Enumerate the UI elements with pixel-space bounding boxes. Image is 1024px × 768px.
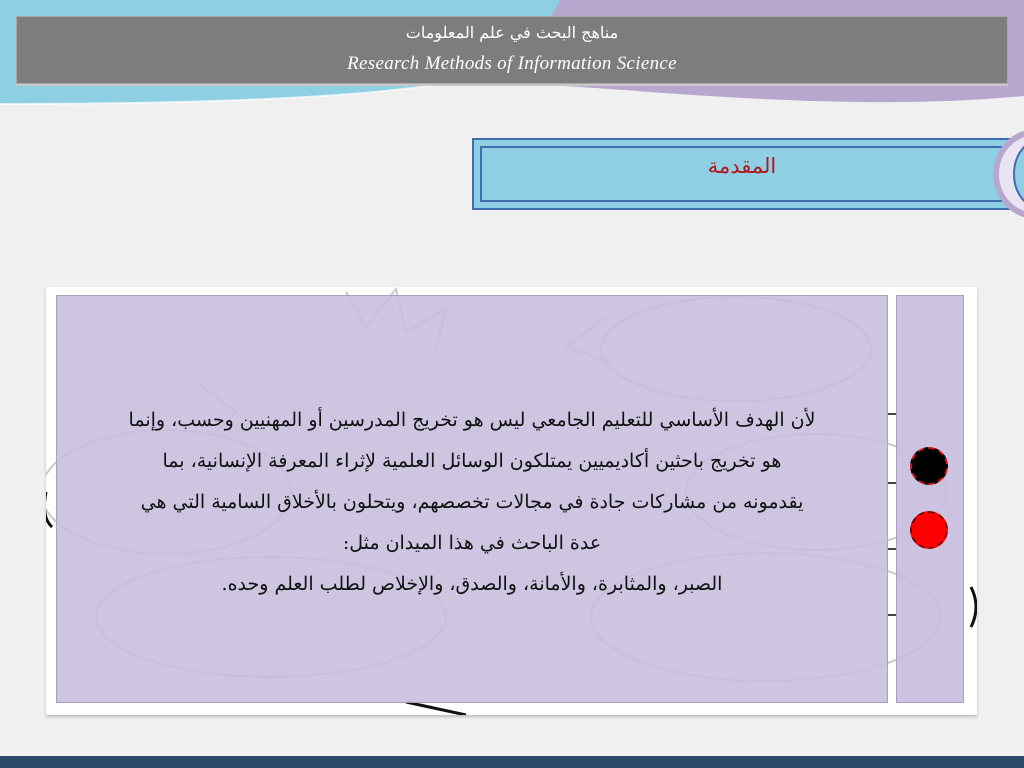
paragraph-line: يقدمونه من مشاركات جادة في مجالات تخصصهم، ويتحلون بالأخلاق السامية التي هي [140, 491, 804, 513]
header-bar [16, 16, 1008, 84]
title-ring-decoration [990, 128, 1024, 220]
header-title-english: Research Methods of Information Science [347, 53, 677, 74]
paragraph-line: لأن الهدف الأساسي للتعليم الجامعي ليس هو تخريج المدرسين أو المهنيين وحسب، وإنما [128, 409, 816, 431]
footer-bar [0, 756, 1024, 768]
paragraph-line: عدة الباحث في هذا الميدان مثل: [342, 532, 602, 554]
red-bullet-dot [910, 511, 948, 549]
header-title-arabic: مناهج البحث في علم المعلومات [405, 23, 619, 42]
side-panel [896, 295, 964, 703]
intro-paragraph [71, 400, 873, 605]
section-title: المقدمة [707, 154, 777, 178]
text-panel [56, 295, 888, 703]
black-bullet-dot [910, 447, 948, 485]
paragraph-line: هو تخريج باحثين أكاديميين يمتلكون الوسائل العلمية لإثراء المعرفة الإنسانية، بما [162, 450, 782, 472]
content-card [46, 287, 977, 715]
section-title-box [472, 138, 1012, 210]
paragraph-line: الصبر، والمثابرة، والأمانة، والصدق، والإخلاص لطلب العلم وحده. [221, 573, 723, 595]
